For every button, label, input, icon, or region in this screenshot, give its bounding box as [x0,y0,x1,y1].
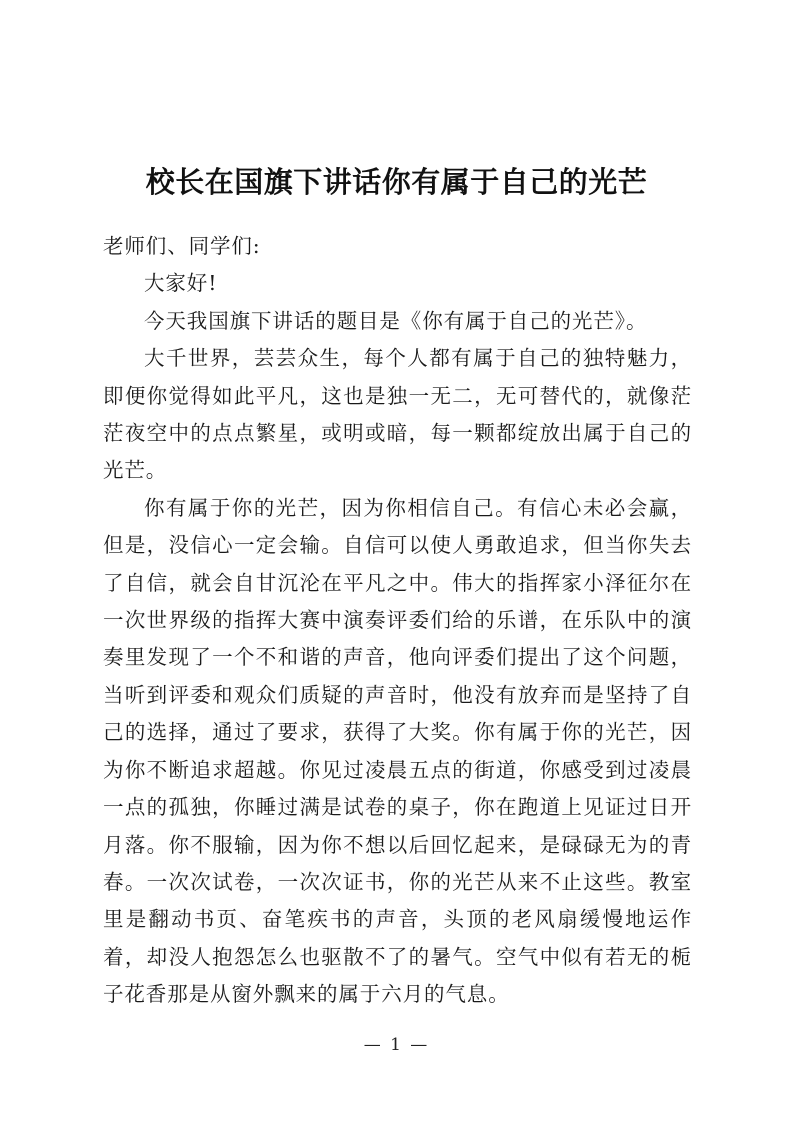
paragraph-body-2: 你有属于你的光芒，因为你相信自己。有信心未必会赢，但是，没信心一定会输。自信可以使人勇敢追求，但当你失去了自信，就会自甘沉沦在平凡之中。伟大的指挥家小泽征尔在一次世界级的指挥大赛中演奏评委们给的乐谱，在乐队中的演奏里发现了一个不和谐的声音，他向评委们提出了这个问题，当听到评委和观众们质疑的声音时，他没有放弃而是坚持了自己的选择，通过了要求，获得了大奖。你有属于你的光芒，因为你不断追求超越。你见过凌晨五点的街道，你感受到过凌晨一点的孤独，你睡过满是试卷的桌子，你在跑道上见证过日开月落。你不服输，因为你不想以后回忆起来，是碌碌无为的青春。一次次试卷，一次次证书，你的光芒从来不止这些。教室里是翻动书页、奋笔疾书的声音，头顶的老风扇缓慢地运作着，却没人抱怨怎么也驱散不了的暑气。空气中似有若无的栀子花香那是从窗外飘来的属于六月的气息。 [103,495,692,1007]
paragraph-topic: 今天我国旗下讲话的题目是《你有属于自己的光芒》。 [144,308,648,333]
paragraph-greeting: 大家好! [144,271,218,296]
page-number-footer: — 1 — [363,1035,430,1055]
paragraph-salutation: 老师们、同学们: [103,234,261,258]
document-body [103,228,692,1014]
page-title: 校长在国旗下讲话你有属于自己的光芒 [145,165,648,200]
paragraph-body-1: 大千世界，芸芸众生，每个人都有属于自己的独特魅力，即便你觉得如此平凡，这也是独一无二，无可替代的，就像茫茫夜空中的点点繁星，或明或暗，每一颗都绽放出属于自己的光芒。 [103,346,692,483]
